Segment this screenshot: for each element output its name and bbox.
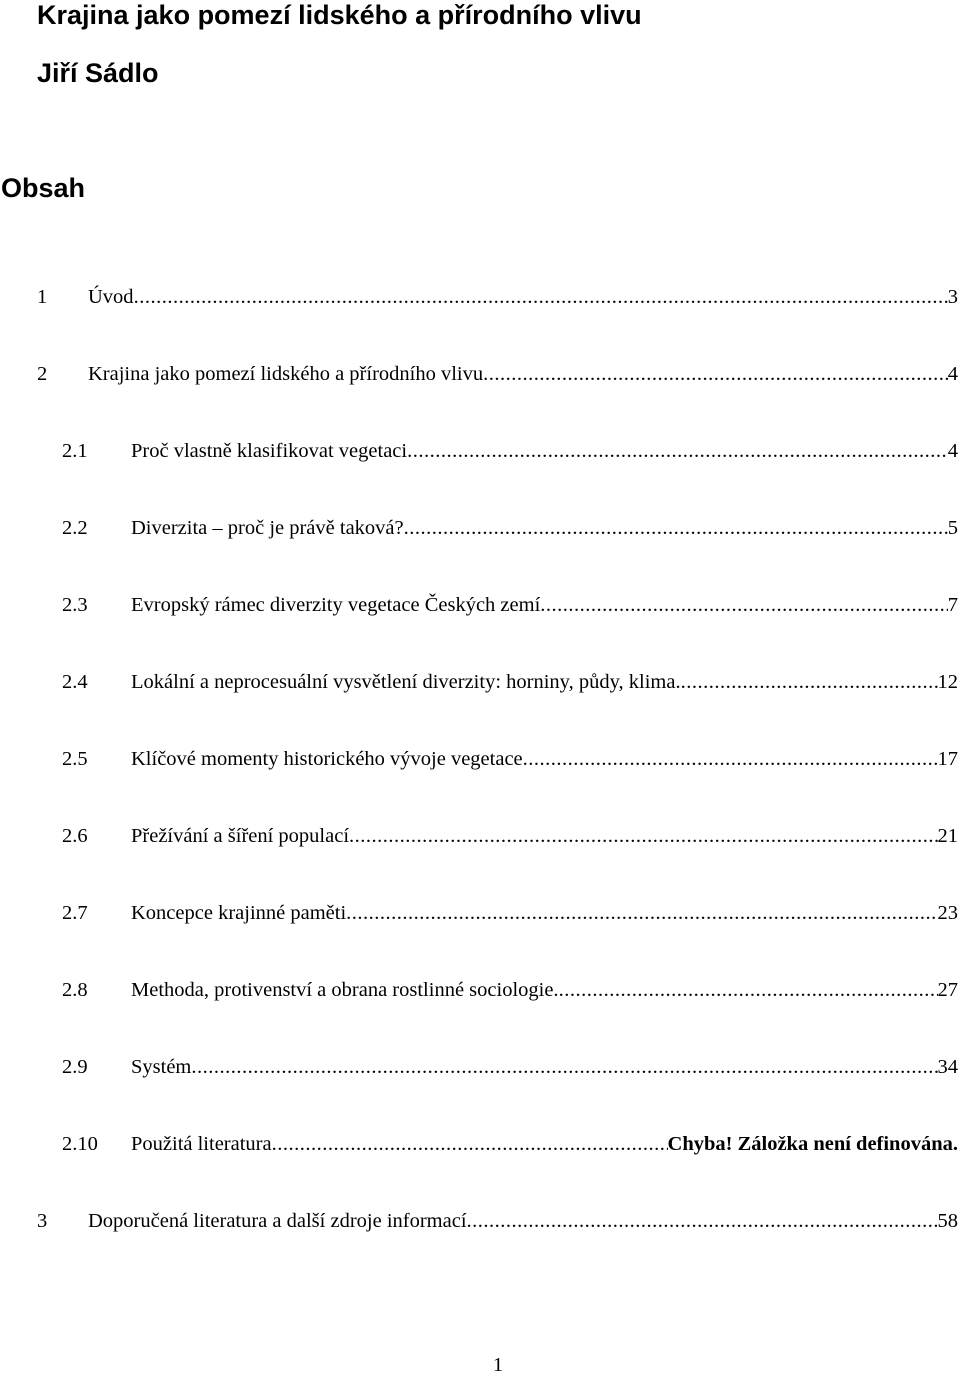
toc-entry[interactable] [0,744,960,774]
toc-entry-number: 2.10 [62,1133,98,1155]
toc-entry-title[interactable]: Diverzita – proč je právě taková? [131,517,404,539]
toc-entry[interactable] [0,1052,960,1082]
toc-entry[interactable] [0,590,960,620]
toc-entry-body [131,744,958,774]
toc-entry-number: 2.1 [62,440,88,462]
toc-entry-body [88,282,958,312]
toc-entry-title[interactable]: Přežívání a šíření populací [131,825,350,847]
toc-dot-leader [346,898,937,928]
toc-dot-leader [272,1129,668,1159]
toc-entry-number: 2.7 [62,902,88,924]
toc-entry-number: 2.6 [62,825,88,847]
toc-entry-title[interactable]: Doporučená literatura a další zdroje informací [88,1210,467,1232]
toc-entry-title[interactable]: Systém [131,1056,192,1078]
toc-entry-page: 17 [937,748,958,770]
toc-entry-error-text: Chyba! Záložka není definována. [667,1133,958,1155]
toc-entry-title[interactable]: Krajina jako pomezí lidského a přírodního vlivu [88,363,484,385]
toc-dot-leader [191,1052,937,1082]
toc-entry-page: 4 [947,440,958,462]
toc-dot-leader [349,821,937,851]
toc-entry[interactable] [0,282,960,312]
toc-dot-leader [407,436,948,466]
toc-entry-page: 23 [937,902,958,924]
toc-entry-title[interactable]: Použitá literatura [131,1133,272,1155]
toc-entry-body [131,590,958,620]
toc-entry-title[interactable]: Methoda, protivenství a obrana rostlinné sociologie. [131,979,559,1001]
document-title: Krajina jako pomezí lidského a přírodního vlivu [37,0,642,30]
toc-entry[interactable] [0,898,960,928]
toc-entry-page: 12 [937,671,958,693]
toc-entry[interactable] [0,359,960,389]
toc-entry-body [131,975,958,1005]
toc-entry-title[interactable]: Evropský rámec diverzity vegetace Českých zemí [131,594,541,616]
toc-dot-leader [467,1206,938,1236]
toc-entry-number: 2 [37,363,48,385]
toc-entry[interactable] [0,436,960,466]
toc-entry-body [88,1206,958,1236]
toc-dot-leader [540,590,947,620]
toc-entry-page: 21 [937,825,958,847]
toc-dot-leader [404,513,948,543]
toc-entry-page: 5 [947,517,958,539]
toc-entry-page: 34 [937,1056,958,1078]
page-number: 1 [492,1354,504,1376]
toc-entry-number: 2.5 [62,748,88,770]
toc-entry[interactable] [0,1206,960,1236]
toc-entry-title[interactable]: Koncepce krajinné paměti [131,902,347,924]
toc-dot-leader [523,744,938,774]
toc-dot-leader [681,667,938,697]
toc-entry-page: 3 [947,286,958,308]
toc-entry-body [131,1052,958,1082]
toc-entry-page: 4 [947,363,958,385]
toc-entry-body [88,359,958,389]
toc-entry[interactable] [0,1129,960,1159]
toc-entry[interactable] [0,975,960,1005]
toc-entry-body [131,1129,958,1159]
toc-entry-page: 7 [947,594,958,616]
toc-entry-title[interactable]: Klíčové momenty historického vývoje vegetace [131,748,523,770]
toc-entry-number: 2.9 [62,1056,88,1078]
toc-dot-leader [559,975,938,1005]
toc-entry-page: 27 [937,979,958,1001]
toc-entry[interactable] [0,513,960,543]
toc-dot-leader [134,282,948,312]
toc-entry-number: 2.4 [62,671,88,693]
toc-entry-body [131,667,958,697]
toc-entry-number: 1 [37,286,48,308]
toc-entry-title[interactable]: Lokální a neprocesuální vysvětlení diverzity: horniny, půdy, klima. [131,671,681,693]
toc-entry-number: 3 [37,1210,48,1232]
toc-entry-title[interactable]: Úvod [88,286,134,308]
toc-entry-number: 2.8 [62,979,88,1001]
toc-dot-leader [483,359,948,389]
toc-heading: Obsah [1,173,86,203]
toc-entry-number: 2.2 [62,517,88,539]
toc-entry-title[interactable]: Proč vlastně klasifikovat vegetaci [131,440,408,462]
toc-entry[interactable] [0,667,960,697]
document-author: Jiří Sádlo [37,58,159,88]
toc-entry[interactable] [0,821,960,851]
toc-entry-body [131,513,958,543]
toc-entry-body [131,898,958,928]
toc-entry-body [131,821,958,851]
toc-entry-page: 58 [937,1210,958,1232]
toc-entry-body [131,436,958,466]
toc-entry-number: 2.3 [62,594,88,616]
